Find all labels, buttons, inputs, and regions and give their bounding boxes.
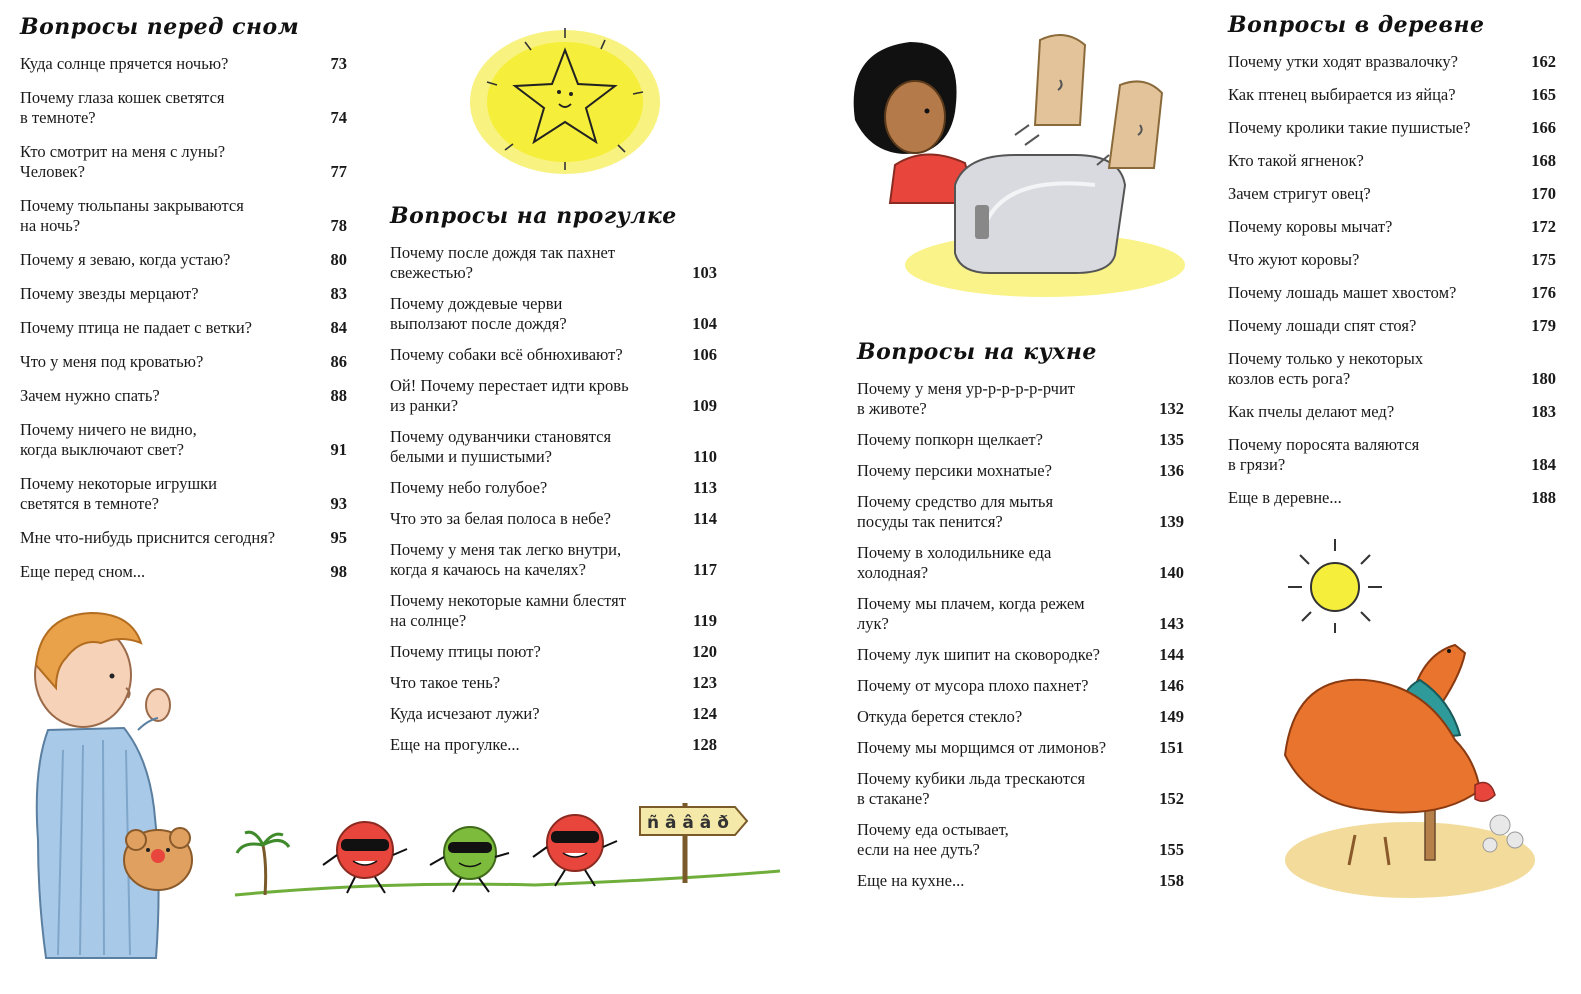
toc-entry[interactable] bbox=[20, 386, 347, 406]
toc-question: Почему средство для мытья посуды так пенится? bbox=[857, 492, 1054, 531]
toc-question: Почему лук шипит на сковородке? bbox=[857, 645, 1100, 664]
toc-question: Почему собаки всё обнюхивают? bbox=[390, 345, 623, 364]
toc-page-number: 152 bbox=[1159, 789, 1184, 808]
toc-page-number: 91 bbox=[330, 440, 347, 459]
toc-question: Почему звезды мерцают? bbox=[20, 284, 199, 303]
toc-question: Почему лошади спят стоя? bbox=[1228, 316, 1417, 335]
toc-question: Почему утки ходят вразвалочку? bbox=[1228, 52, 1458, 71]
toc-entry[interactable] bbox=[857, 379, 1184, 419]
toc-entry[interactable] bbox=[1228, 250, 1556, 270]
toc-entry[interactable] bbox=[1228, 316, 1556, 336]
hen-rooster-illustration bbox=[1265, 635, 1545, 905]
small-sun-illustration bbox=[1280, 535, 1390, 635]
toc-entry[interactable] bbox=[390, 427, 717, 467]
toc-entry[interactable] bbox=[1228, 184, 1556, 204]
toc-page-number: 95 bbox=[330, 528, 347, 547]
toc-entry[interactable] bbox=[1228, 85, 1556, 105]
toc-entry[interactable] bbox=[1228, 402, 1556, 422]
toc-entry[interactable] bbox=[20, 250, 347, 270]
toc-entry[interactable] bbox=[390, 509, 717, 529]
toc-question: Что у меня под кроватью? bbox=[20, 352, 204, 371]
toc-question: Почему кролики такие пушистые? bbox=[1228, 118, 1471, 137]
toc-entry[interactable] bbox=[20, 54, 347, 74]
section-title-night: Вопросы перед сном bbox=[20, 14, 300, 40]
section-in-village bbox=[1228, 12, 1556, 521]
toc-page-number: 114 bbox=[693, 509, 717, 528]
toc-entry[interactable] bbox=[857, 492, 1184, 532]
toc-page-number: 88 bbox=[330, 386, 347, 405]
toc-page-number: 172 bbox=[1531, 217, 1556, 236]
toc-page-number: 73 bbox=[330, 54, 347, 73]
toc-entry[interactable] bbox=[390, 376, 717, 416]
toc-page-number: 132 bbox=[1159, 399, 1184, 418]
toc-page-number: 74 bbox=[330, 108, 347, 127]
toc-entry[interactable] bbox=[1228, 52, 1556, 72]
toc-question: Почему тюльпаны закрываются на ночь? bbox=[20, 196, 244, 235]
toc-entry[interactable] bbox=[390, 345, 717, 365]
toc-page-number: 119 bbox=[693, 611, 717, 630]
toc-question: Зачем стригут овец? bbox=[1228, 184, 1371, 203]
toc-question: Почему птицы поют? bbox=[390, 642, 541, 661]
toc-entry[interactable] bbox=[857, 645, 1184, 665]
toc-entry[interactable] bbox=[390, 591, 717, 631]
toc-entry[interactable] bbox=[390, 540, 717, 580]
toc-question: Что такое тень? bbox=[390, 673, 501, 692]
toc-entry[interactable] bbox=[20, 284, 347, 304]
toc-page-number: 77 bbox=[330, 162, 347, 181]
toc-question: Почему только у некоторых козлов есть рога? bbox=[1228, 349, 1424, 388]
toc-page-number: 110 bbox=[693, 447, 717, 466]
toc-page-number: 139 bbox=[1159, 512, 1184, 531]
toc-question: Что это за белая полоса в небе? bbox=[390, 509, 611, 528]
toc-page-number: 188 bbox=[1531, 488, 1556, 507]
toc-page-number: 98 bbox=[330, 562, 347, 581]
toc-entry[interactable] bbox=[390, 294, 717, 334]
toc-page-number: 155 bbox=[1159, 840, 1184, 859]
toc-entry[interactable] bbox=[390, 735, 717, 755]
toc-question: Еще на прогулке... bbox=[390, 735, 520, 754]
toc-page-number: 179 bbox=[1531, 316, 1556, 335]
toc-entry[interactable] bbox=[857, 871, 1184, 891]
toc-question: Почему у меня так легко внутри, когда я качаюсь на качелях? bbox=[390, 540, 622, 579]
toc-question: Почему глаза кошек светятся в темноте? bbox=[20, 88, 225, 127]
toc-page-number: 93 bbox=[330, 494, 347, 513]
toc-question: Как птенец выбирается из яйца? bbox=[1228, 85, 1456, 104]
toc-entry[interactable] bbox=[20, 88, 347, 128]
toc-page-number: 128 bbox=[692, 735, 717, 754]
toc-entry[interactable] bbox=[857, 461, 1184, 481]
toc-page-number: 103 bbox=[692, 263, 717, 282]
toc-question: Почему птица не падает с ветки? bbox=[20, 318, 252, 337]
toc-page-number: 109 bbox=[692, 396, 717, 415]
section-title-walk: Вопросы на прогулке bbox=[390, 203, 677, 229]
toc-page-number: 78 bbox=[330, 216, 347, 235]
toc-page-number: 180 bbox=[1531, 369, 1556, 388]
toc-entry[interactable] bbox=[1228, 349, 1556, 389]
toc-page-number: 80 bbox=[330, 250, 347, 269]
toc-page-number: 120 bbox=[692, 642, 717, 661]
toc-question: Почему коровы мычат? bbox=[1228, 217, 1393, 236]
toc-page-number: 83 bbox=[330, 284, 347, 303]
toc-entry[interactable] bbox=[20, 528, 347, 548]
toc-list-kitchen bbox=[857, 379, 1184, 891]
section-before-sleep bbox=[20, 14, 347, 596]
toc-page-number: 151 bbox=[1159, 738, 1184, 757]
toc-entry[interactable] bbox=[1228, 217, 1556, 237]
toc-entry[interactable] bbox=[390, 478, 717, 498]
toc-question: Почему еда остывает, если на нее дуть? bbox=[857, 820, 1009, 859]
toc-page-number: 135 bbox=[1159, 430, 1184, 449]
toc-entry[interactable] bbox=[857, 738, 1184, 758]
toc-question: Почему кубики льда трескаются в стакане? bbox=[857, 769, 1086, 808]
toc-entry[interactable] bbox=[20, 474, 347, 514]
toc-page-number: 175 bbox=[1531, 250, 1556, 269]
toc-entry[interactable] bbox=[857, 820, 1184, 860]
toc-question: Почему я зеваю, когда устаю? bbox=[20, 250, 231, 269]
toc-page-number: 166 bbox=[1531, 118, 1556, 137]
toc-page-number: 170 bbox=[1531, 184, 1556, 203]
toc-entry[interactable] bbox=[1228, 488, 1556, 508]
tomatoes-walk-illustration bbox=[235, 795, 785, 905]
toc-question: Почему лошадь машет хвостом? bbox=[1228, 283, 1457, 302]
toc-entry[interactable] bbox=[20, 318, 347, 338]
toc-page-number: 158 bbox=[1159, 871, 1184, 890]
toc-entry[interactable] bbox=[857, 707, 1184, 727]
toc-question: Ой! Почему перестает идти кровь из ранки? bbox=[390, 376, 629, 415]
toc-entry[interactable] bbox=[1228, 435, 1556, 475]
toc-question: Почему небо голубое? bbox=[390, 478, 548, 497]
toc-page-number: 183 bbox=[1531, 402, 1556, 421]
toc-page-number: 136 bbox=[1159, 461, 1184, 480]
toc-page-number: 146 bbox=[1159, 676, 1184, 695]
signpost-text: ñ â â â ð bbox=[647, 813, 729, 833]
toc-page-number: 123 bbox=[692, 673, 717, 692]
toc-entry[interactable] bbox=[1228, 151, 1556, 171]
toc-page-number: 124 bbox=[692, 704, 717, 723]
toc-question: Почему после дождя так пахнет свежестью? bbox=[390, 243, 616, 282]
toc-entry[interactable] bbox=[20, 196, 347, 236]
toc-entry[interactable] bbox=[20, 562, 347, 582]
toc-question: Откуда берется стекло? bbox=[857, 707, 1023, 726]
toc-page-number: 144 bbox=[1159, 645, 1184, 664]
toc-question: Мне что-нибудь приснится сегодня? bbox=[20, 528, 276, 547]
toc-entry[interactable] bbox=[857, 769, 1184, 809]
toc-entry[interactable] bbox=[390, 673, 717, 693]
toc-entry[interactable] bbox=[857, 543, 1184, 583]
toc-question: Куда исчезают лужи? bbox=[390, 704, 540, 723]
toc-question: Как пчелы делают мед? bbox=[1228, 402, 1395, 421]
section-title-village: Вопросы в деревне bbox=[1228, 12, 1485, 38]
toc-page-number: 143 bbox=[1159, 614, 1184, 633]
toc-question: Почему от мусора плохо пахнет? bbox=[857, 676, 1089, 695]
toc-question: Почему дождевые черви выползают после дождя? bbox=[390, 294, 567, 333]
toc-page-number: 84 bbox=[330, 318, 347, 337]
toc-question: Куда солнце прячется ночью? bbox=[20, 54, 229, 73]
toc-page-number: 104 bbox=[692, 314, 717, 333]
toc-entry[interactable] bbox=[857, 430, 1184, 450]
toc-question: Почему мы морщимся от лимонов? bbox=[857, 738, 1107, 757]
boy-with-teddy-illustration bbox=[8, 610, 198, 960]
toc-list-village bbox=[1228, 52, 1556, 508]
toc-entry[interactable] bbox=[20, 142, 347, 182]
toc-question: Почему у меня ур-р-р-р-р-рчит в животе? bbox=[857, 379, 1076, 418]
section-title-kitchen: Вопросы на кухне bbox=[857, 339, 1097, 365]
toc-question: Что жуют коровы? bbox=[1228, 250, 1360, 269]
toc-question: Кто такой ягненок? bbox=[1228, 151, 1364, 170]
toc-list-walk bbox=[390, 243, 717, 755]
toc-entry[interactable] bbox=[390, 642, 717, 662]
star-sun-illustration bbox=[465, 22, 665, 182]
toc-list-night bbox=[20, 54, 347, 582]
toc-page-number: 106 bbox=[692, 345, 717, 364]
toc-entry[interactable] bbox=[857, 594, 1184, 634]
toc-entry[interactable] bbox=[20, 420, 347, 460]
toc-page-number: 140 bbox=[1159, 563, 1184, 582]
toc-page-number: 176 bbox=[1531, 283, 1556, 302]
toc-page-number: 86 bbox=[330, 352, 347, 371]
toc-page-number: 168 bbox=[1531, 151, 1556, 170]
toc-question: Почему одуванчики становятся белыми и пушистыми? bbox=[390, 427, 612, 466]
toc-entry[interactable] bbox=[20, 352, 347, 372]
toc-entry[interactable] bbox=[857, 676, 1184, 696]
toc-page-number: 149 bbox=[1159, 707, 1184, 726]
toc-question: Почему некоторые камни блестят на солнце? bbox=[390, 591, 626, 630]
toc-question: Почему попкорн щелкает? bbox=[857, 430, 1043, 449]
toc-page-number: 165 bbox=[1531, 85, 1556, 104]
toc-entry[interactable] bbox=[1228, 283, 1556, 303]
toc-entry[interactable] bbox=[390, 704, 717, 724]
toc-question: Кто смотрит на меня с луны? Человек? bbox=[20, 142, 226, 181]
toc-question: Почему мы плачем, когда режем лук? bbox=[857, 594, 1085, 633]
toc-question: Почему персики мохнатые? bbox=[857, 461, 1052, 480]
toc-entry[interactable] bbox=[390, 243, 717, 283]
toc-page-number: 113 bbox=[693, 478, 717, 497]
toc-page-number: 162 bbox=[1531, 52, 1556, 71]
toc-question: Еще перед сном... bbox=[20, 562, 146, 581]
toc-question: Почему ничего не видно, когда выключают свет? bbox=[20, 420, 197, 459]
section-in-kitchen bbox=[857, 339, 1184, 902]
toc-page-number: 117 bbox=[693, 560, 717, 579]
toc-question: Почему некоторые игрушки светятся в темноте? bbox=[20, 474, 218, 513]
toc-entry[interactable] bbox=[1228, 118, 1556, 138]
toc-question: Еще в деревне... bbox=[1228, 488, 1342, 507]
toaster-illustration bbox=[835, 25, 1195, 300]
toc-question: Почему поросята валяются в грязи? bbox=[1228, 435, 1420, 474]
toc-page-number: 184 bbox=[1531, 455, 1556, 474]
toc-question: Почему в холодильнике еда холодная? bbox=[857, 543, 1052, 582]
section-on-walk bbox=[390, 203, 717, 766]
toc-question: Зачем нужно спать? bbox=[20, 386, 160, 405]
toc-question: Еще на кухне... bbox=[857, 871, 965, 890]
